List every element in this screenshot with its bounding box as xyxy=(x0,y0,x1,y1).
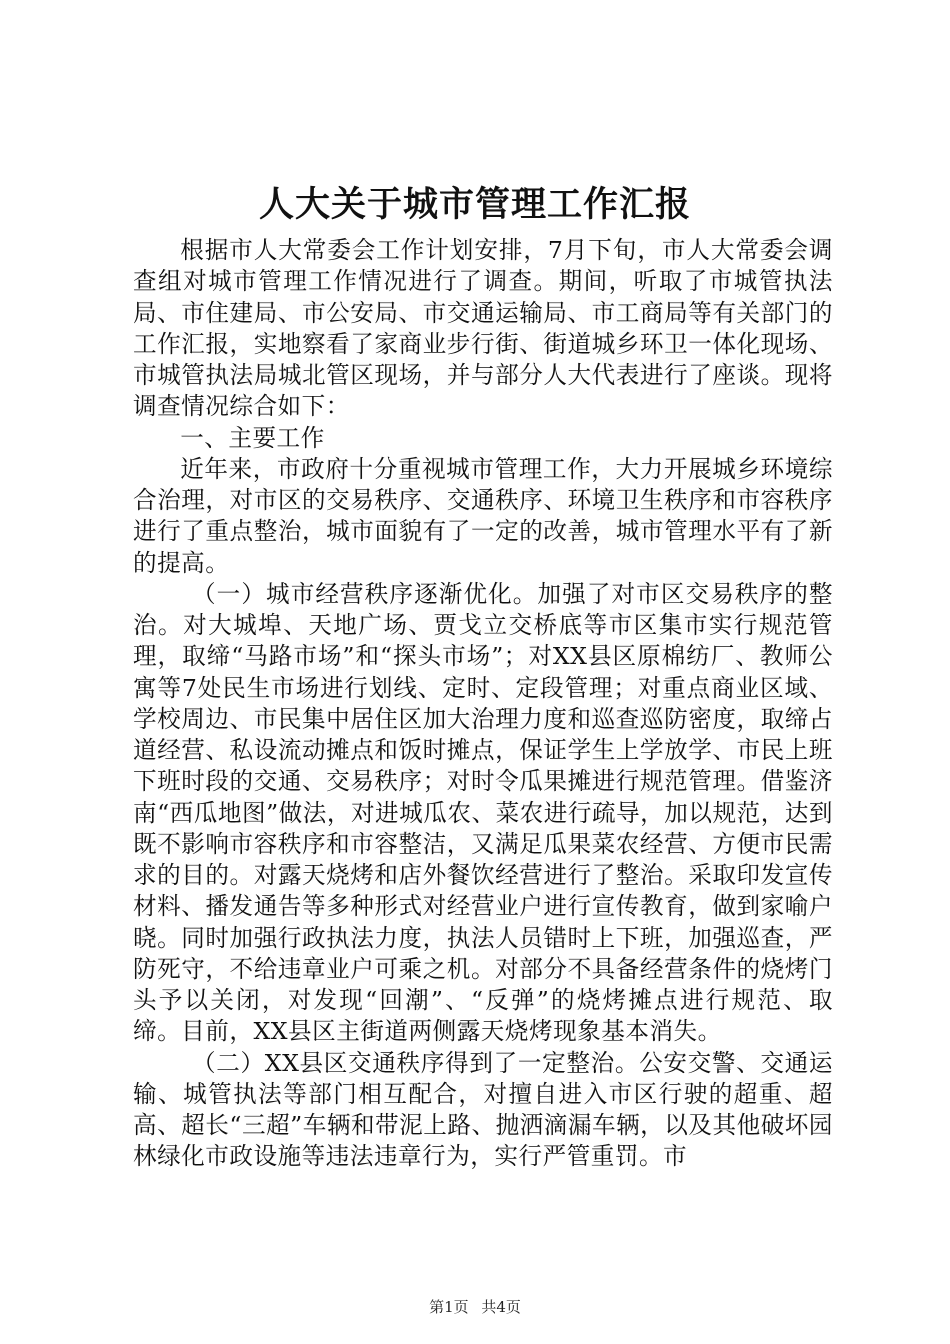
paragraph-overview: 近年来，市政府十分重视城市管理工作，大力开展城乡环境综合治理，对市区的交易秩序、交通秩序、环境卫生秩序和市容秩序进行了重点整治，城市面貌有了一定的改善，城市管理水平有了新的提高。 xyxy=(133,454,833,577)
document-title: 人大关于城市管理工作汇报 xyxy=(258,185,691,225)
document-body xyxy=(133,235,833,1173)
paragraph-subsection-1: （一）城市经营秩序逐渐优化。加强了对市区交易秩序的整治。对大城埠、天地广场、贾戈立交桥底等市区集市实行规范管理，取缔“马路市场”和“探头市场”；对XX县区原棉纺厂、教师公寓等7处民生市场进行划线、定时、定段管理；对重点商业区域、学校周边、市民集中居住区加大治理力度和巡查巡防密度，取缔占道经营、私设流动摊点和饭时摊点，保证学生上学放学、市民上班下班时段的交通、交易秩序；对时令瓜果摊进行规范管理。借鉴济南“西瓜地图”做法，对进城瓜农、菜农进行疏导，加以规范，达到既不影响市容秩序和市容整洁，又满足瓜果菜农经营、方便市民需求的目的。对露天烧烤和店外餐饮经营进行了整治。采取印发宣传材料、播发通告等多种形式对经营业户进行宣传教育，做到家喻户晓。同时加强行政执法力度，执法人员错时上下班，加强巡查，严防死守，不给违章业户可乘之机。对部分不具备经营条件的烧烤门头予以关闭，对发现“回潮”、“反弹”的烧烤摊点进行规范、取缔。目前，XX县区主街道两侧露天烧烤现象基本消失。 xyxy=(133,579,833,1046)
page-number: 第1页 xyxy=(429,1298,469,1316)
paragraph-intro: 根据市人大常委会工作计划安排，7月下旬，市人大常委会调查组对城市管理工作情况进行了调查。期间，听取了市城管执法局、市住建局、市公安局、市交通运输局、市工商局等有关部门的工作汇报，实地察看了家商业步行街、街道城乡环卫一体化现场、市城管执法局城北管区现场，并与部分人大代表进行了座谈。现将调查情况综合如下： xyxy=(133,236,833,421)
page-footer xyxy=(0,1297,950,1317)
paragraph-subsection-2: （二）XX县区交通秩序得到了一定整治。公安交警、交通运输、城管执法等部门相互配合，对擅自进入市区行驶的超重、超高、超长“三超”车辆和带泥上路、抛洒滴漏车辆，以及其他破坏园林绿化市政设施等违法违章行为，实行严管重罚。市 xyxy=(133,1048,833,1171)
section-heading: 一、主要工作 xyxy=(180,423,325,452)
page-total: 共4页 xyxy=(481,1298,521,1316)
